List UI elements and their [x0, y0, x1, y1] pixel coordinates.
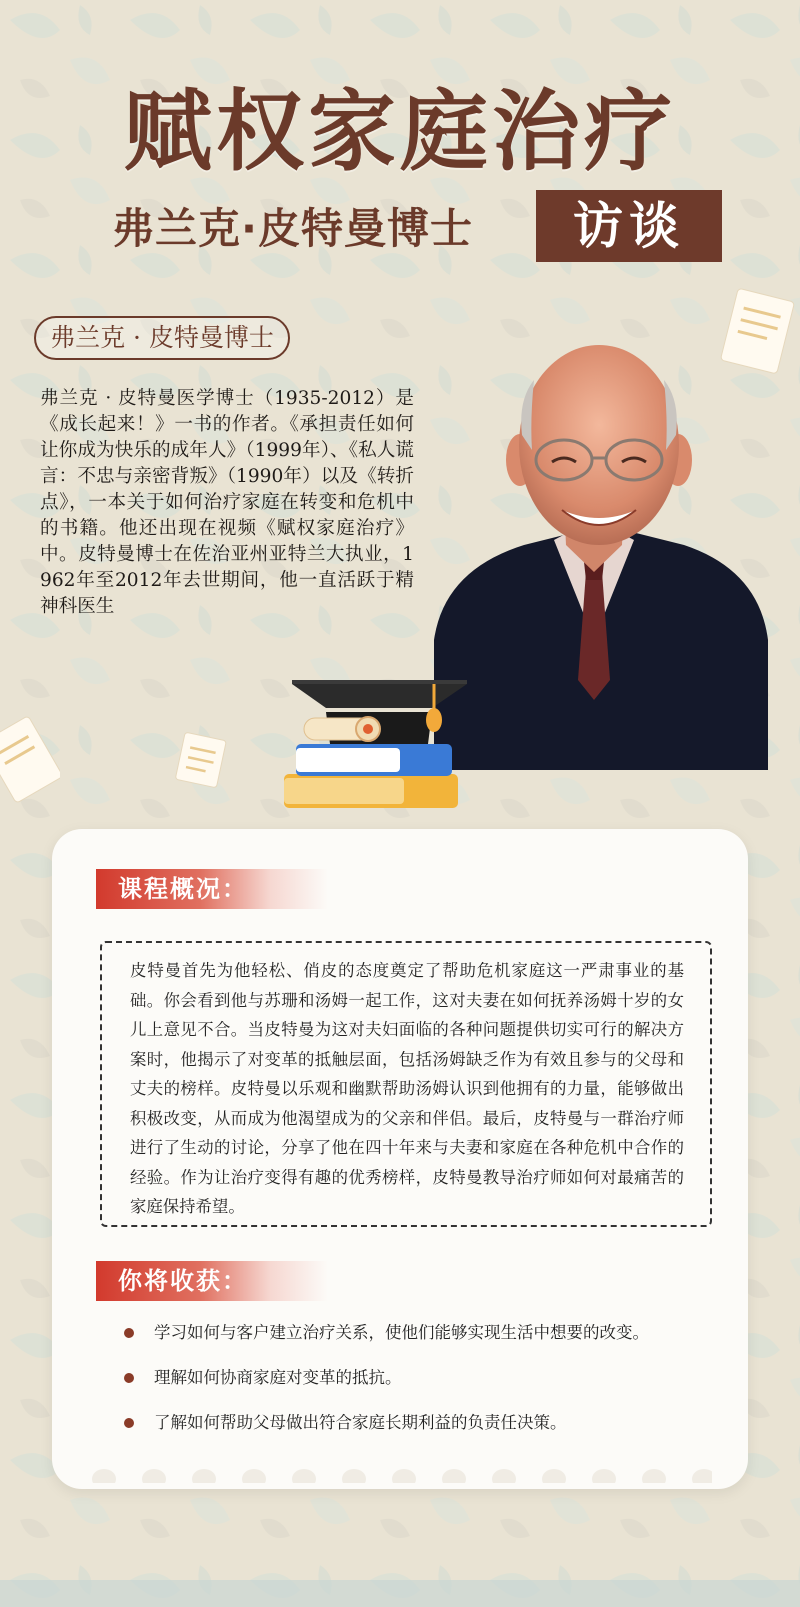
- gains-list: [124, 1321, 724, 1456]
- list-item: [124, 1411, 724, 1456]
- overview-heading: 课程概况：: [96, 869, 328, 909]
- gain-text: 了解如何帮助父母做出符合家庭长期利益的负责任决策。: [154, 1413, 567, 1432]
- doctor-name-label: 弗兰克 · 皮特曼博士: [34, 316, 290, 360]
- graduation-books-icon: [282, 672, 472, 812]
- gain-text: 理解如何协商家庭对变革的抵抗。: [154, 1368, 402, 1387]
- overview-text: 皮特曼首先为他轻松、俏皮的态度奠定了帮助危机家庭这一严肃事业的基础。你会看到他与苏珊和汤姆一起工作，这对夫妻在如何抚养汤姆十岁的女儿上意见不合。当皮特曼为这对夫妇面临的各种问题提供切实可行的解决方案时，他揭示了对变革的抵触层面，包括汤姆缺乏作为有效且参与的父母和丈夫的榜样。皮特曼以乐观和幽默帮助汤姆认识到他拥有的力量，能够做出积极改变，从而成为他渴望成为的父亲和伴侣。最后，皮特曼与一群治疗师进行了生动的讨论，分享了他在四十年来与夫妻和家庭在各种危机中合作的经验。作为让治疗变得有趣的优秀榜样，皮特曼教导治疗师如何对最痛苦的家庭保持希望。: [130, 961, 684, 1216]
- bullet-dot-icon: [124, 1373, 134, 1383]
- scallop-border: [92, 1461, 712, 1483]
- paper-note-icon: [0, 700, 60, 810]
- list-item: [124, 1366, 724, 1411]
- doctor-bio: 弗兰克 · 皮特曼医学博士（1935-2012）是《成长起来！》一书的作者。《承担责任如何让你成为快乐的成年人》（1999年）、《私人谎言：不忠与亲密背叛》（1990年）以及《转折点》，一本关于如何治疗家庭在转变和危机中的书籍。他还出现在视频《赋权家庭治疗》中。皮特曼博士在佐治亚州亚特兰大执业，1962年至2012年去世期间，他一直活跃于精神科医生: [40, 388, 414, 617]
- page-subtitle: 弗兰克·皮特曼博士: [112, 204, 473, 253]
- gain-text: 学习如何与客户建立治疗关系，使他们能够实现生活中想要的改变。: [154, 1323, 649, 1342]
- page-title: 赋权家庭治疗: [123, 80, 676, 183]
- course-card: [52, 829, 748, 1489]
- list-item: [124, 1321, 724, 1366]
- paper-note-icon: [168, 728, 234, 790]
- gains-heading: 你将收获：: [96, 1261, 328, 1301]
- bullet-dot-icon: [124, 1328, 134, 1338]
- bullet-dot-icon: [124, 1418, 134, 1428]
- interview-badge: 访谈: [536, 190, 722, 262]
- doctor-portrait: [434, 340, 768, 770]
- overview-box: [100, 941, 712, 1227]
